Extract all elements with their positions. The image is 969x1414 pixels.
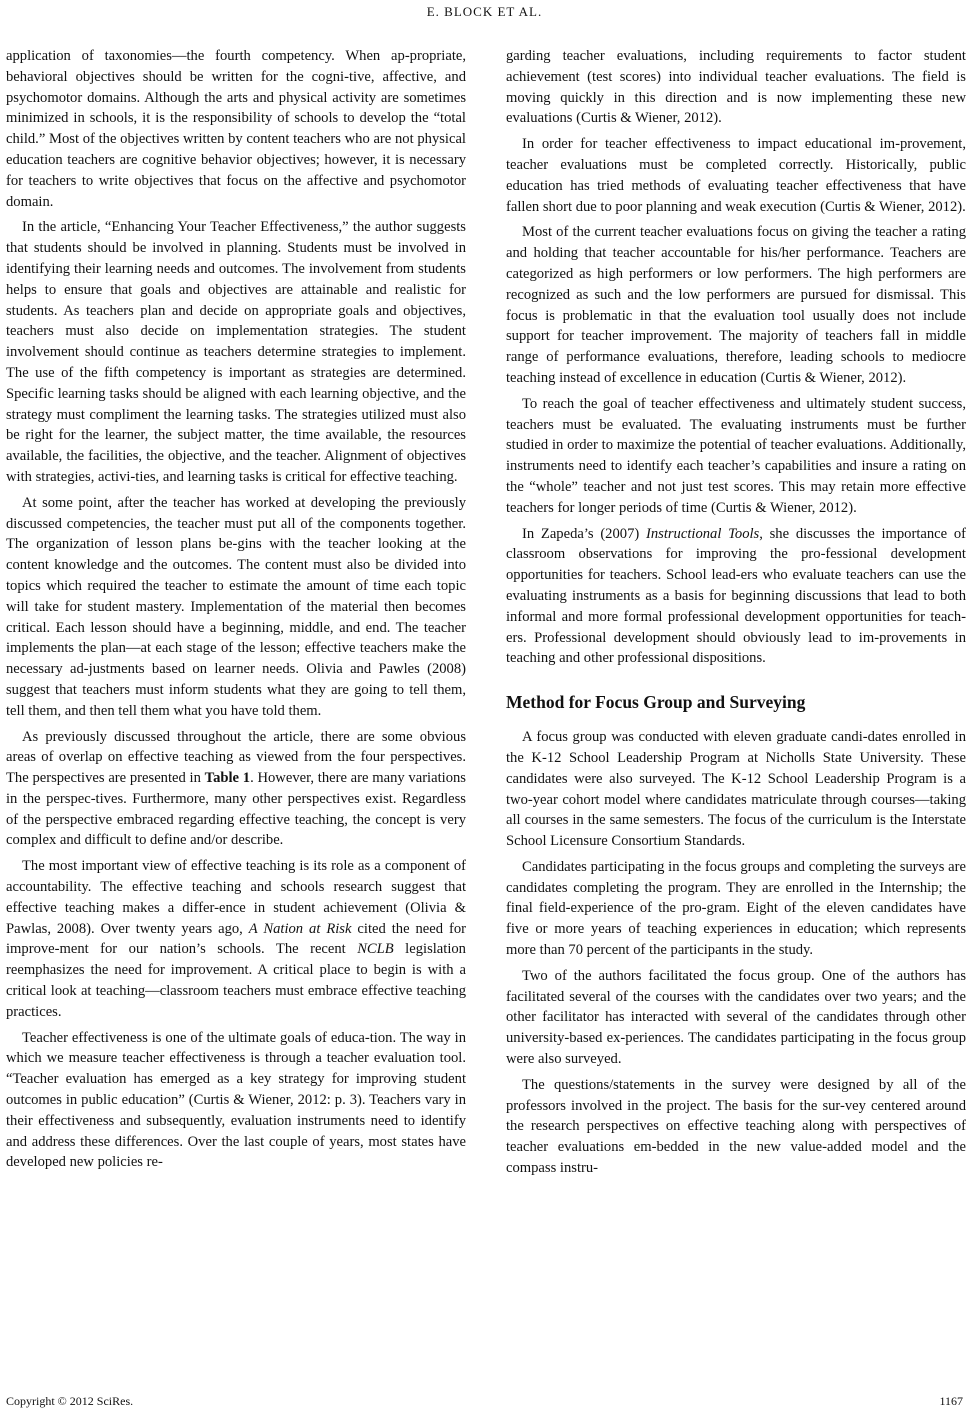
- paragraph: Two of the authors facilitated the focus group. One of the authors has facilitated several of the courses with the candidates over two years; and the other facilitator has interacted with several of the candidates through other university-based ex-periences. The candidates participating in the focus group were also surveyed.: [506, 967, 966, 1068]
- text-run: legislation reemphasizes the need for improvement. A critical place to begin is with a critical look at teaching—classroom teachers must embrace effective teaching practices.: [6, 941, 466, 1020]
- text-run: The most important view of effective teaching is its role as a component of accountability. The effective teaching and schools research suggest that effective teaching makes a differ-ence in student achievement (Olivia & Pawlas, 2008). Over twenty years ago,: [6, 858, 466, 937]
- text-run: . However, there are many variations in the perspec-tives. Furthermore, many other perspectives exist. Regardless of the perspective embraced regarding effective teaching, the concept is very complex and difficult to define and/or describe.: [6, 770, 466, 849]
- paragraph: In order for teacher effectiveness to impact educational im-provement, teacher evaluations must be completed correctly. Historically, public education has tried methods of evaluating teacher effectiveness that have fallen short due to poor planning and weak execution (Curtis & Wiener, 2012).: [506, 136, 966, 215]
- text-run: cited the need for improve-ment for our nation’s schools. The recent: [6, 920, 467, 958]
- table-reference: Table 1: [204, 770, 251, 787]
- paragraph: Candidates participating in the focus groups and completing the surveys are candidates completing the program. They are enrolled in the Internship; the final field-experience of the pro-gram. Eight of the eleven candidates have five or more years of teaching experiences in education; which represents more than 70 percent of the participants in the study.: [506, 858, 966, 959]
- paragraph: The questions/statements in the survey were designed by all of the professors involved in the project. The basis for the sur-vey centered around the research perspectives on effective teaching along with perspectives of teacher evaluations em-bedded in the new value-added model and the compass instru-: [506, 1076, 966, 1177]
- page-number: 1167: [939, 1394, 963, 1408]
- paragraph: At some point, after the teacher has worked at developing the previously discussed competencies, the teacher must put all of the components together. The organization of lesson plans be-gins with the teacher looking at the content knowledge and the outcomes. The content must also be divided into topics which required the teacher to estimate the amount of time each topic will take for student mastery. Implementation of the material then becomes critical. Each lesson should have a beginning, middle, and end. The teacher implements the plan—at each stage of the lesson; effective teachers make the necessary ad-justments based on learner needs. Olivia and Pawles (2008) suggest that teachers must inform students what they are going to tell them, tell them, and then tell them what you have told them.: [6, 494, 466, 719]
- paragraph: garding teacher evaluations, including requirements to factor student achievement (test scores) into individual teacher evaluations. The field is moving quickly in this direction and is now implementing these new evaluations (Curtis & Wiener, 2012).: [506, 48, 966, 127]
- paragraph: application of taxonomies—the fourth competency. When ap-propriate, behavioral objectives should be written for the cogni-tive, affective, and psychomotor domains. Although the arts and physical activity are sometimes minimized in schools, it is the responsibility of schools to develop the “total child.” Most of the objectives written by content teachers who are not physical education teachers are cognitive behavior objectives; however, it is necessary for teachers to write objectives that focus on the affective and psychomotor domain.: [6, 48, 466, 210]
- text-run: As previously discussed throughout the article, there are some obvious areas of overlap on effective teaching as viewed from the four perspectives. The perspectives are presented in: [6, 728, 466, 787]
- text-run: , she discusses the importance of classroom observations for improving the pro-fessional development opportunities for teachers. School lead-ers who evaluate teachers can use the evaluating instruments as a basis for beginning discussions that lead to both informal and more formal professional development opportunities for teach-ers. Professional development should obviously lead to im-provements in teaching and other professional dispositions.: [506, 525, 967, 667]
- running-head: E. BLOCK ET AL.: [426, 4, 543, 19]
- section-heading: Method for Focus Group and Surveying: [506, 692, 806, 713]
- paragraph: Most of the current teacher evaluations focus on giving the teacher a rating and holding that teacher accountable for his/her performance. Teachers are categorized as high performers or low performers. The high performers are recognized as such and the low performers are pursued for dismissal. This focus is problematic in that the evaluation tool usually does not include support for teacher improvement. The majority of teachers fall in middle range of performance evaluations, therefore, leading schools to mediocre teaching instead of excellence in education (Curtis & Wiener, 2012).: [506, 224, 966, 386]
- copyright-notice: Copyright © 2012 SciRes.: [6, 1394, 134, 1408]
- left-column: [6, 46, 466, 1178]
- paragraph: Teacher effectiveness is one of the ultimate goals of educa-tion. The way in which we measure teacher effectiveness is through a teacher evaluation tool. “Teacher evaluation has emerged as a key strategy for improving student outcomes in public education” (Curtis & Wiener, 2012: p. 3). Teachers vary in their effectiveness and subsequently, evaluation instruments need to identify and address these differences. Over the last couple of years, most states have developed new policies re-: [6, 1029, 466, 1171]
- paragraph: To reach the goal of teacher effectiveness and ultimately student success, teachers must be evaluated. The evaluating instruments must be further studied in order to maximize the potential of teacher evaluations. Additionally, instruments need to identify each teacher’s capabilities and insure a rating on the “whole” teacher and not just test scores. This may retain more effective teachers for longer periods of time (Curtis & Wiener, 2012).: [506, 395, 966, 516]
- paragraph: [6, 727, 466, 852]
- paragraph: In the article, “Enhancing Your Teacher Effectiveness,” the author suggests that students should be involved in planning. Students must be involved in identifying their learning needs and outcomes. The involvement from students helps to ensure that goals and objectives are attainable and realistic for students. As teachers plan and decide on appropriate goals and objectives, teachers must also decide on implementation strategies. The student involvement should continue as teachers determine strategies to implement. The use of the fifth competency is important as strategies are determined. Specific learning tasks should be aligned with each learning objective, and the strategy must compliment the learning tasks. The strategies utilized must also be right for the learner, the subject matter, the time available, the resources available, the facilities, the objective, and the teacher. Alignment of objectives with strategies, activi-ties, and learning tasks is critical for effective teaching.: [6, 219, 466, 485]
- paragraph: [6, 856, 466, 1022]
- italic-title: A Nation at Risk: [248, 920, 352, 937]
- italic-title: NCLB: [357, 941, 394, 958]
- italic-title: Instructional Tools: [645, 525, 760, 542]
- paragraph: A focus group was conducted with eleven graduate candi-dates enrolled in the K-12 School Leadership Program at Nicholls State University. These candidates were also surveyed. The K-12 School Leadership Program is a two-year cohort model where candidates matriculate through courses—taking all courses in the same semesters. The focus of the curriculum is the Interstate School Licensure Consortium Standards.: [506, 729, 966, 850]
- paragraph: [506, 524, 966, 670]
- right-column: [506, 46, 966, 1184]
- text-run: In Zapeda’s (2007): [522, 525, 646, 542]
